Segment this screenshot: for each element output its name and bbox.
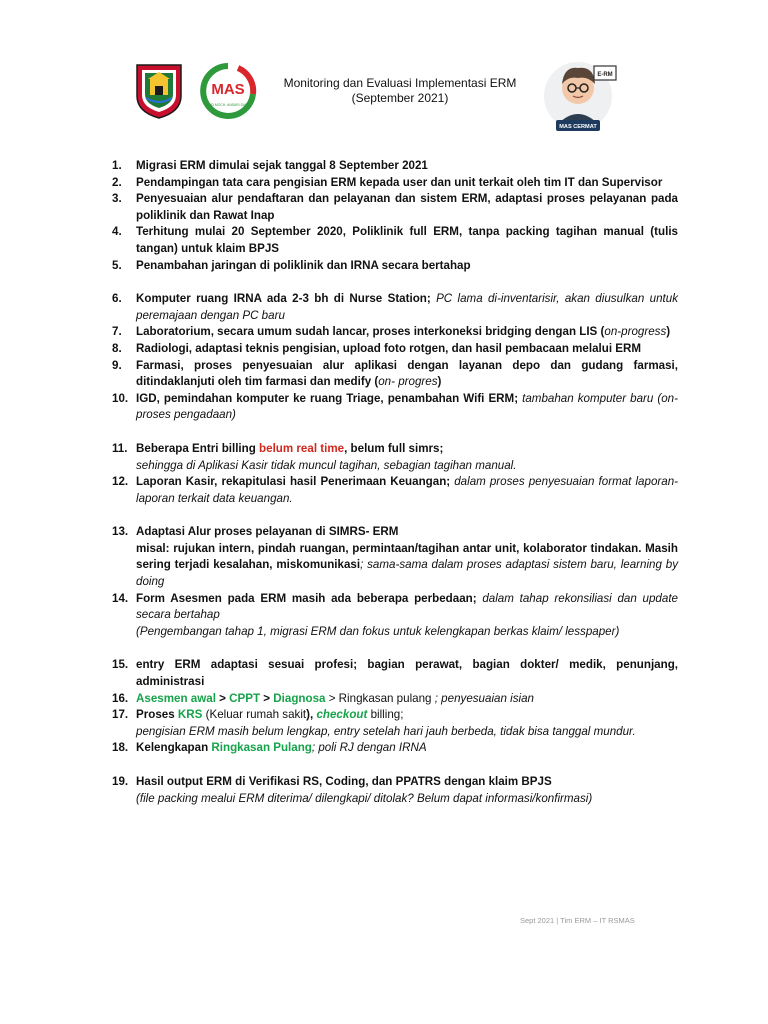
mascot-sign-text: E-RM: [597, 72, 613, 78]
list-item: 5. Penambahan jaringan di poliklinik dan IRNA secara bertahap: [112, 258, 471, 272]
list-item: 19. Hasil output ERM di Verifikasi RS, Coding, dan PPATRS dengan klaim BPJS (file packing mealui ERM diterima/ dilengkapi/ ditolak? Belum dapat informasi/konfirmasi): [112, 775, 593, 805]
title-line-2: (September 2021): [351, 91, 449, 105]
list-item: 17. Proses KRS (Keluar rumah sakit), checkout billing; pengisian ERM masih belum lengkap, entry setelah hari jauh berbeda, tidak bisa tanggal mundur.: [112, 708, 636, 738]
mas-hospital-logo: [194, 62, 262, 120]
list-item: 12. Laporan Kasir, rekapitulasi hasil Penerimaan Keuangan; dalam proses penyesuaian format laporan-laporan terkait data keuangan.: [112, 475, 679, 505]
regional-crest-logo: [134, 62, 184, 120]
list-item: 15. entry ERM adaptasi sesuai profesi; bagian perawat, bagian dokter/ medik, penunjang, administrasi: [112, 658, 678, 689]
list-item: 7. Laboratorium, secara umum sudah lancar, proses interkoneksi bridging dengan LIS (on-progress): [112, 325, 671, 339]
list-item: 3. Penyesuaian alur pendaftaran dan pelayanan dan sistem ERM, adaptasi proses pelayanan pada poliklinik dan Rawat Inap: [112, 192, 678, 222]
list-item: 1. Migrasi ERM dimulai sejak tanggal 8 September 2021: [112, 159, 428, 172]
list-item: 6. Komputer ruang IRNA ada 2-3 bh di Nurse Station; PC lama di-inventarisir, akan diusulkan untuk peremajaan dengan PC baru: [112, 292, 678, 322]
list-item: 2. Pendampingan tata cara pengisian ERM kepada user dan unit terkait oleh tim IT dan Supervisor: [112, 175, 663, 189]
list-item: 4. Terhitung mulai 20 September 2020, Poliklinik full ERM, tanpa packing tagihan manual (tulis tangan) untuk klaim BPJS: [112, 225, 678, 255]
mas-logo-subtext: RSUD MOCH. ANSARI SALEH: [204, 103, 252, 107]
list-item: 18. Kelengkapan Ringkasan Pulang; poli RJ dengan IRNA: [112, 741, 427, 755]
list-item: 13. Adaptasi Alur proses pelayanan di SIMRS- ERM misal: rujukan intern, pindah ruangan, permintaan/tagihan antar unit, kolaborator tindakan. Masih sering terjadi kesalahan, miskomunikasi; sama-sama dalam proses adaptasi sistem baru, learning by doing: [112, 525, 678, 589]
page-footer: Sept 2021 | Tim ERM – IT RSMAS: [520, 916, 635, 925]
document-title: [262, 76, 538, 106]
page-header: [0, 56, 768, 136]
mas-logo-text: MAS: [211, 81, 245, 98]
list-item: 9. Farmasi, proses penyesuaian alur aplikasi dengan layanan depo dan gudang farmasi, ditindaklanjuti oleh tim farmasi dan medify (on- progres): [112, 358, 678, 389]
list-item: 8. Radiologi, adaptasi teknis pengisian, upload foto rotgen, dan hasil pembacaan melalui ERM: [112, 341, 642, 355]
evaluation-list: [112, 158, 678, 807]
list-item: 16. Asesmen awal > CPPT > Diagnosa > Ringkasan pulang ; penyesuaian isian: [112, 691, 534, 705]
mascot-illustration: [538, 56, 624, 134]
list-item: 11. Beberapa Entri billing belum real time, belum full simrs; sehingga di Aplikasi Kasir tidak muncul tagihan, sebagian tagihan manual.: [112, 441, 517, 472]
title-line-1: Monitoring dan Evaluasi Implementasi ERM: [283, 76, 517, 90]
mascot-badge-text: MAS CERMAT: [559, 124, 597, 130]
list-item: 14. Form Asesmen pada ERM masih ada beberapa perbedaan; dalam tahap rekonsiliasi dan update secara bertahap (Pengembangan tahap 1, migrasi ERM dan fokus untuk kelengkapan berkas klaim/ lesspaper): [112, 591, 678, 638]
list-item: 10. IGD, pemindahan komputer ke ruang Triage, penambahan Wifi ERM; tambahan komputer baru (on-proses pengadaan): [112, 391, 678, 422]
